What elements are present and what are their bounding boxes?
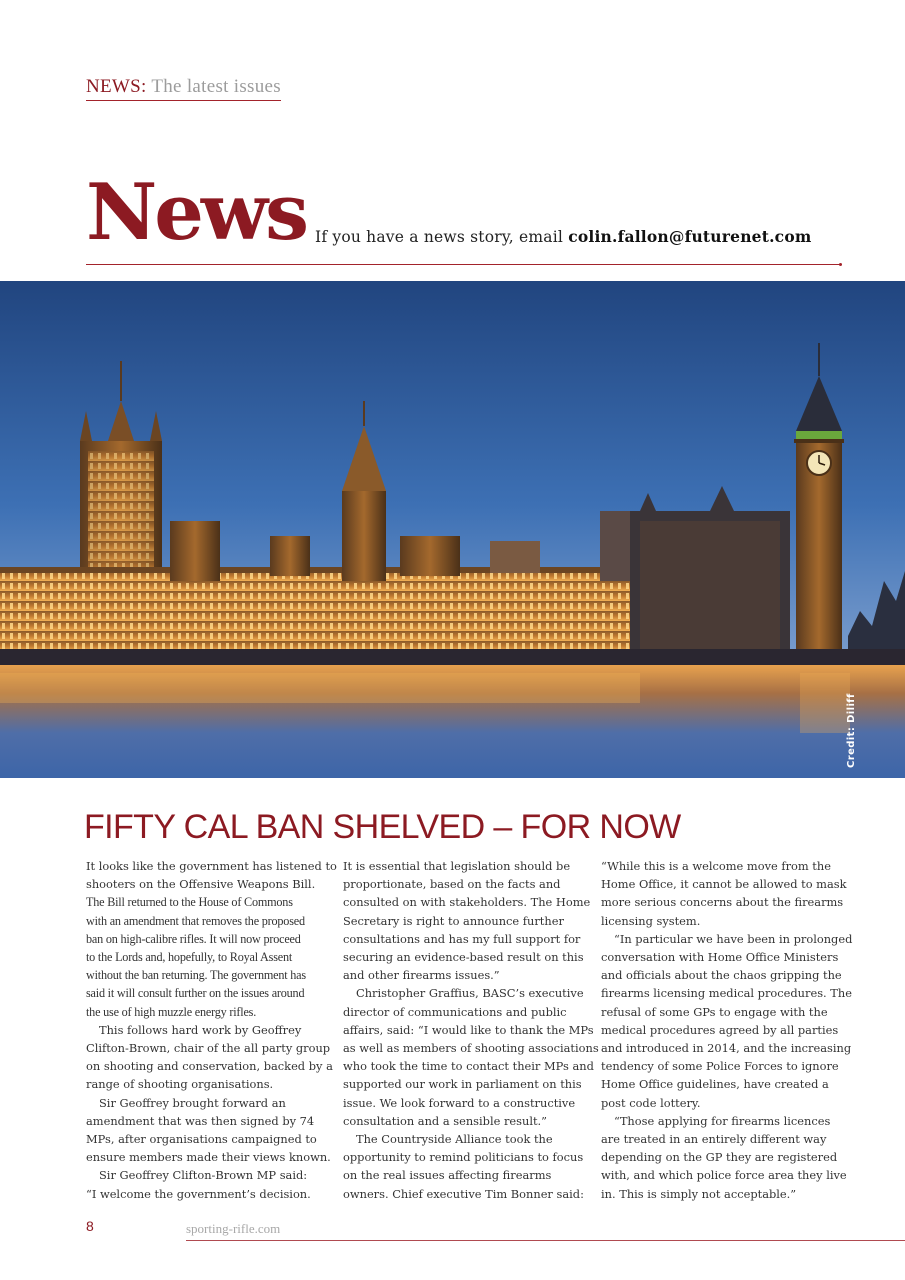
article-line: range of shooting organisations. bbox=[86, 1077, 274, 1092]
article-line: who took the time to contact their MPs and bbox=[343, 1059, 594, 1074]
news-masthead bbox=[86, 168, 840, 265]
article-line: owners. Chief executive Tim Bonner said: bbox=[343, 1186, 584, 1201]
parliament-illustration bbox=[0, 281, 905, 778]
article-line: Sir Geoffrey Clifton-Brown MP said: bbox=[99, 1168, 308, 1183]
article-line: more serious concerns about the firearms bbox=[601, 895, 844, 910]
article-line: Home Office, it cannot be allowed to mask bbox=[601, 877, 847, 892]
article-line: Clifton-Brown, chair of the all party group bbox=[86, 1041, 331, 1056]
article-line: “In particular we have been in prolonged bbox=[614, 931, 853, 946]
hero-photo bbox=[0, 281, 905, 778]
article-line: MPs, after organisations campaigned to bbox=[86, 1132, 317, 1147]
article-line: Sir Geoffrey brought forward an bbox=[99, 1095, 286, 1110]
article-line: ban on high-calibre rifles. It will now proceed bbox=[86, 931, 301, 946]
article-line: with, and which police force area they live bbox=[601, 1168, 847, 1183]
article-column-2 bbox=[343, 857, 599, 1203]
article-line: said it will consult further on the issues around bbox=[86, 986, 305, 1001]
article-line: tendency of some Police Forces to ignore bbox=[601, 1059, 839, 1074]
article-line: Secretary is right to announce further bbox=[343, 913, 564, 928]
article-line: Christopher Graffius, BASC’s executive bbox=[356, 986, 584, 1001]
article-line: director of communications and public bbox=[343, 1004, 567, 1019]
article-line: with an amendment that removes the proposed bbox=[86, 913, 305, 928]
photo-credit: Credit: Diliff bbox=[846, 693, 857, 768]
article-line: are treated in an entirely different way bbox=[601, 1132, 827, 1147]
article-headline: FIFTY CAL BAN SHELVED – FOR NOW bbox=[84, 808, 681, 846]
article-line: “While this is a welcome move from the bbox=[601, 859, 831, 873]
article-line: to the Lords and, hopefully, to Royal Assent bbox=[86, 950, 293, 965]
article-line: It looks like the government has listened to bbox=[86, 859, 337, 873]
article-line: consulted on with stakeholders. The Home bbox=[343, 895, 591, 910]
article-line: issue. We look forward to a constructive bbox=[343, 1095, 576, 1110]
article-line: on shooting and conservation, backed by a bbox=[86, 1059, 333, 1074]
article-line: in. This is simply not acceptable.” bbox=[601, 1186, 797, 1201]
masthead-contact bbox=[315, 227, 811, 246]
article-line: conversation with Home Office Ministers bbox=[601, 950, 839, 965]
article-line: “Those applying for firearms licences bbox=[614, 1113, 831, 1128]
article-line: the use of high muzzle energy rifles. bbox=[86, 1004, 257, 1019]
article-line: amendment that was then signed by 74 bbox=[86, 1113, 315, 1128]
article-line: firearms licensing medical procedures. The bbox=[601, 986, 852, 1001]
page-number: 8 bbox=[86, 1218, 94, 1234]
article-line: post code lottery. bbox=[601, 1095, 701, 1110]
article-line: Home Office guidelines, have created a bbox=[601, 1077, 829, 1092]
contact-email-link[interactable]: colin.fallon@futurenet.com bbox=[568, 227, 812, 246]
article-line: refusal of some GPs to engage with the bbox=[601, 1004, 828, 1019]
article-line: affairs, said: “I would like to thank the MPs bbox=[343, 1022, 594, 1037]
article-line: on the real issues affecting firearms bbox=[343, 1168, 552, 1183]
article-line: without the ban returning. The government has bbox=[86, 968, 306, 983]
masthead-title: News bbox=[86, 167, 306, 258]
article-line: supported our work in parliament on this bbox=[343, 1077, 582, 1092]
article-line: “I welcome the government’s decision. bbox=[86, 1186, 311, 1201]
article-line: medical procedures agreed by all parties bbox=[601, 1022, 839, 1037]
article-line: It is essential that legislation should be bbox=[343, 859, 571, 873]
article-line: securing an evidence-based result on this bbox=[343, 950, 584, 965]
section-label-strong: NEWS: bbox=[86, 76, 147, 97]
article-column-3 bbox=[601, 857, 853, 1203]
article-line: depending on the GP they are registered bbox=[601, 1150, 838, 1165]
section-label-sub: The latest issues bbox=[151, 76, 281, 97]
article-column-1 bbox=[86, 857, 337, 1203]
contact-prefix: If you have a news story, email bbox=[315, 228, 564, 246]
article-line: The Countryside Alliance took the bbox=[356, 1132, 553, 1147]
footer-rule bbox=[186, 1240, 905, 1241]
article-line: ensure members made their views known. bbox=[86, 1150, 331, 1165]
article-line: consultations and has my full support for bbox=[343, 931, 581, 946]
article-line: opportunity to remind politicians to focus bbox=[343, 1150, 584, 1165]
section-label bbox=[86, 76, 281, 101]
article-line: This follows hard work by Geoffrey bbox=[99, 1022, 302, 1037]
article-line: consultation and a sensible result.” bbox=[343, 1113, 547, 1128]
article-line: and other firearms issues.” bbox=[343, 968, 500, 983]
footer-url[interactable]: sporting-rifle.com bbox=[186, 1221, 281, 1236]
article-line: licensing system. bbox=[601, 913, 701, 928]
article-line: shooters on the Offensive Weapons Bill. bbox=[86, 877, 316, 892]
article-line: as well as members of shooting associations bbox=[343, 1041, 599, 1056]
article-line: proportionate, based on the facts and bbox=[343, 877, 561, 892]
article-line: and officials about the chaos gripping the bbox=[601, 968, 842, 983]
article-line: and introduced in 2014, and the increasing bbox=[601, 1041, 852, 1056]
article-body bbox=[86, 857, 853, 1207]
article-line: The Bill returned to the House of Commons bbox=[86, 895, 293, 910]
